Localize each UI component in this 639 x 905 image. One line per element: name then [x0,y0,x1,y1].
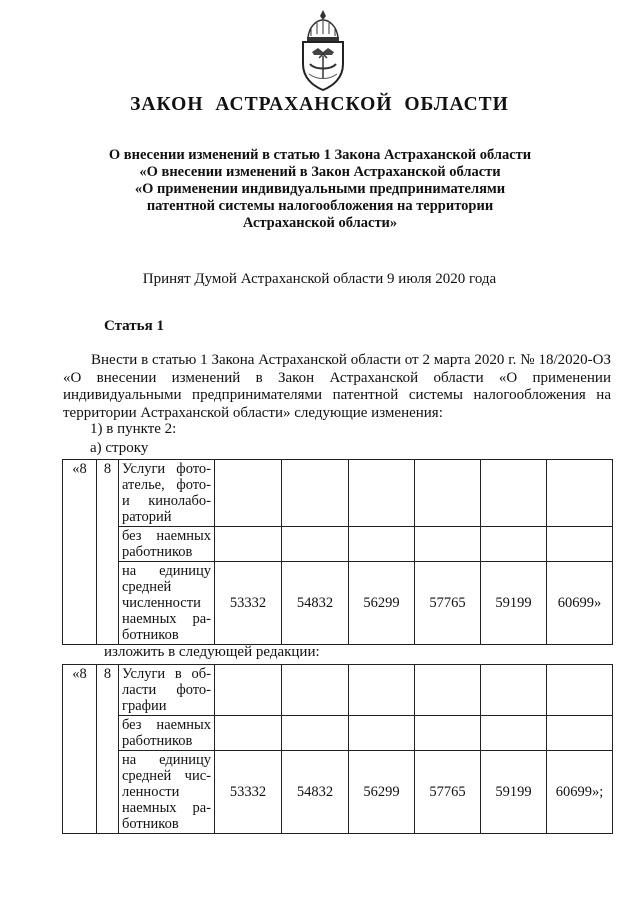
adoption-note: Принят Думой Астраханской области 9 июля 2020 года [142,271,497,287]
law-subtitle [90,147,550,232]
new-rate-table [62,664,613,834]
article-intro: Внести в статью 1 Закона Астраханской области от 2 марта 2020 г. № 18/2020-ОЗ «О внесении изменений в Закон Астраханской области «О применении индивидуальными предпринимателями патентной системы налогообложения на территории Астраханской области» следующие изменения: [63,352,611,421]
subtitle-line: «О применении индивидуальными предпринимателями [134,181,506,197]
service-name-cell: Услуги в об-ласти фото-графии [119,665,215,716]
rate-value-cell: 57765 [415,751,481,834]
rate-value-cell: 53332 [215,751,282,834]
article-heading: Статья 1 [104,318,164,334]
rate-value-cell: 59199 [481,751,547,834]
subtitle-line: патентной системы налогообложения на территории [146,198,494,214]
service-name-cell: Услуги фото-ателье, фото- и кинолабо-раторий [119,460,215,527]
open-quote-cell: «8 [63,460,97,645]
old-rate-table [62,459,613,645]
without-workers-cell: без наемных работников [119,716,215,751]
subtitle-line: «О внесении изменений в Закон Астраханской области [139,164,501,180]
rate-value-cell: 54832 [282,562,349,645]
rate-value-cell: 59199 [481,562,547,645]
document-title: ЗАКОН АСТРАХАНСКОЙ ОБЛАСТИ [130,94,509,115]
replace-instruction: изложить в следующей редакции: [104,644,320,660]
astrakhan-coat-of-arms-icon [293,8,353,92]
subtitle-line: О внесении изменений в статью 1 Закона Астраханской области [108,147,532,163]
subtitle-line: Астраханской области» [242,215,398,231]
rate-value-cell: 57765 [415,562,481,645]
rate-value-cell: 60699» [547,562,613,645]
rate-value-cell: 54832 [282,751,349,834]
per-worker-cell: на единицу средней чис-ленности наемных ра-ботников [119,751,215,834]
rate-value-cell: 53332 [215,562,282,645]
row-number-cell: 8 [97,665,119,834]
rate-value-cell: 56299 [349,562,415,645]
row-number-cell: 8 [97,460,119,645]
without-workers-cell: без наемных работников [119,527,215,562]
subitem-line: а) строку [90,440,149,456]
per-worker-cell: на единицу средней численности наемных ра-ботников [119,562,215,645]
item-line: 1) в пункте 2: [90,421,177,437]
rate-value-cell: 56299 [349,751,415,834]
rate-value-cell: 60699»; [547,751,613,834]
open-quote-cell: «8 [63,665,97,834]
